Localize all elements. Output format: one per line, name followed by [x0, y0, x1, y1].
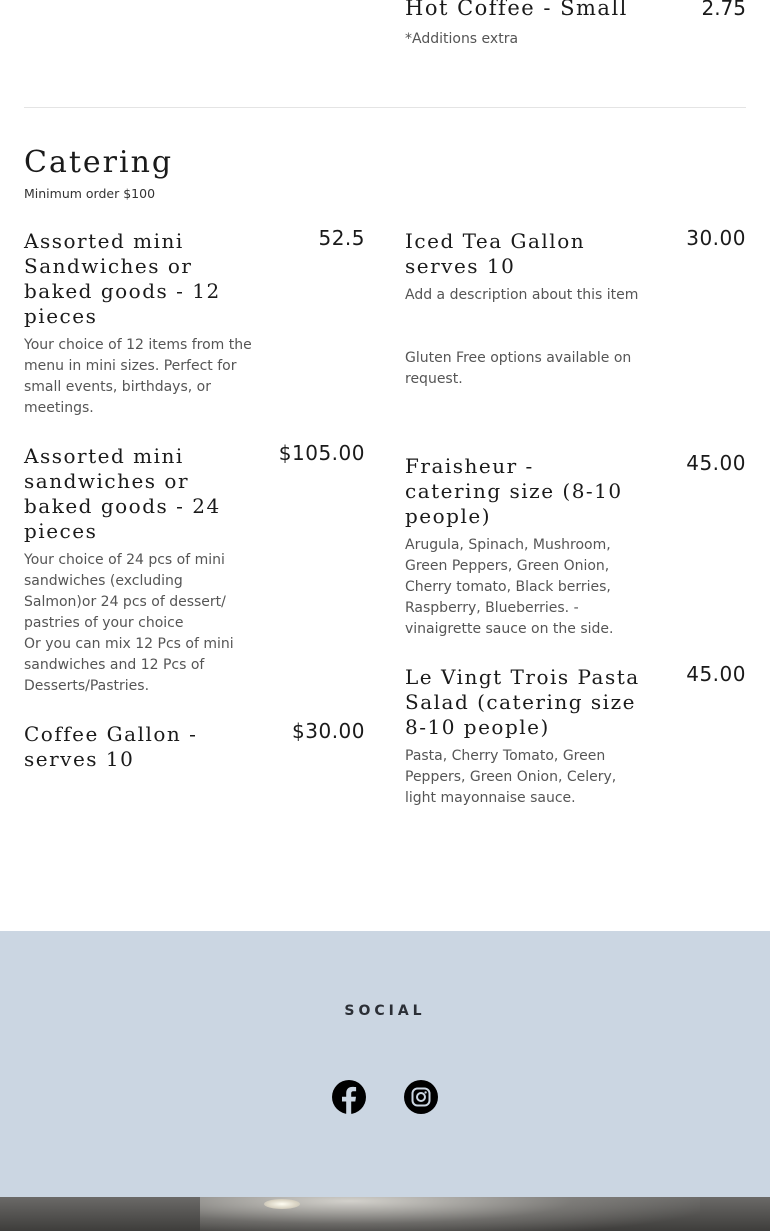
menu-item-description: Pasta, Cherry Tomato, Green Peppers, Green Onion, Celery, light mayonnaise sauce. [405, 748, 617, 806]
section-title: Catering [24, 145, 174, 180]
menu-item-price: 2.75 [701, 0, 746, 20]
instagram-icon[interactable] [404, 1080, 438, 1114]
menu-item-price: 30.00 [686, 226, 746, 250]
menu-item [24, 722, 224, 772]
menu-item-description: *Additions extra [405, 31, 519, 47]
menu-item-price: 52.5 [318, 226, 365, 250]
menu-item [405, 229, 645, 390]
menu-item-price: $30.00 [292, 719, 365, 743]
menu-item-title: Hot Coffee - Small [405, 0, 628, 20]
menu-item-title: Assorted mini Sandwiches or baked goods - 12 pieces [24, 229, 221, 328]
menu-item-price: 45.00 [686, 662, 746, 686]
menu-item-title: Coffee Gallon - serves 10 [24, 722, 198, 771]
menu-item-description: Your choice of 24 pcs of mini sandwiches (excluding Salmon)or 24 pcs of dessert/ pastries of your choice Or you can mix 12 Pcs of mini sandwiches and 12 Pcs of Desserts/Pastries. [24, 552, 234, 694]
section-divider [24, 107, 746, 108]
menu-item-title: Assorted mini sandwiches or baked goods - 24 pieces [24, 444, 221, 543]
menu-item [24, 444, 259, 697]
menu-item-title: Le Vingt Trois Pasta Salad (catering size 8-10 people) [405, 665, 640, 739]
menu-item [24, 229, 264, 419]
menu-item-price: 45.00 [686, 451, 746, 475]
section-subtitle: Minimum order $100 [24, 186, 156, 201]
menu-item-title: Fraisheur - catering size (8-10 people) [405, 454, 623, 528]
menu-item-description: Your choice of 12 items from the menu in mini sizes. Perfect for small events, birthdays, or meetings. [24, 337, 252, 416]
menu-item-price: $105.00 [278, 441, 365, 465]
social-heading: SOCIAL [344, 1003, 426, 1019]
facebook-icon[interactable] [332, 1080, 366, 1114]
social-footer [0, 931, 770, 1197]
menu-item [405, 454, 635, 640]
menu-item-description: Arugula, Spinach, Mushroom, Green Peppers, Green Onion, Cherry tomato, Black berries, Raspberry, Blueberries. - vinaigrette sauce on the side. [405, 537, 614, 637]
menu-item [405, 665, 650, 809]
menu-item-title: Iced Tea Gallon serves 10 [405, 229, 586, 278]
menu-item-description: Add a description about this item Gluten Free options available on request. [405, 287, 639, 387]
cafe-interior-photo [0, 1197, 770, 1231]
cropped-text-fragment [40, 0, 110, 2]
